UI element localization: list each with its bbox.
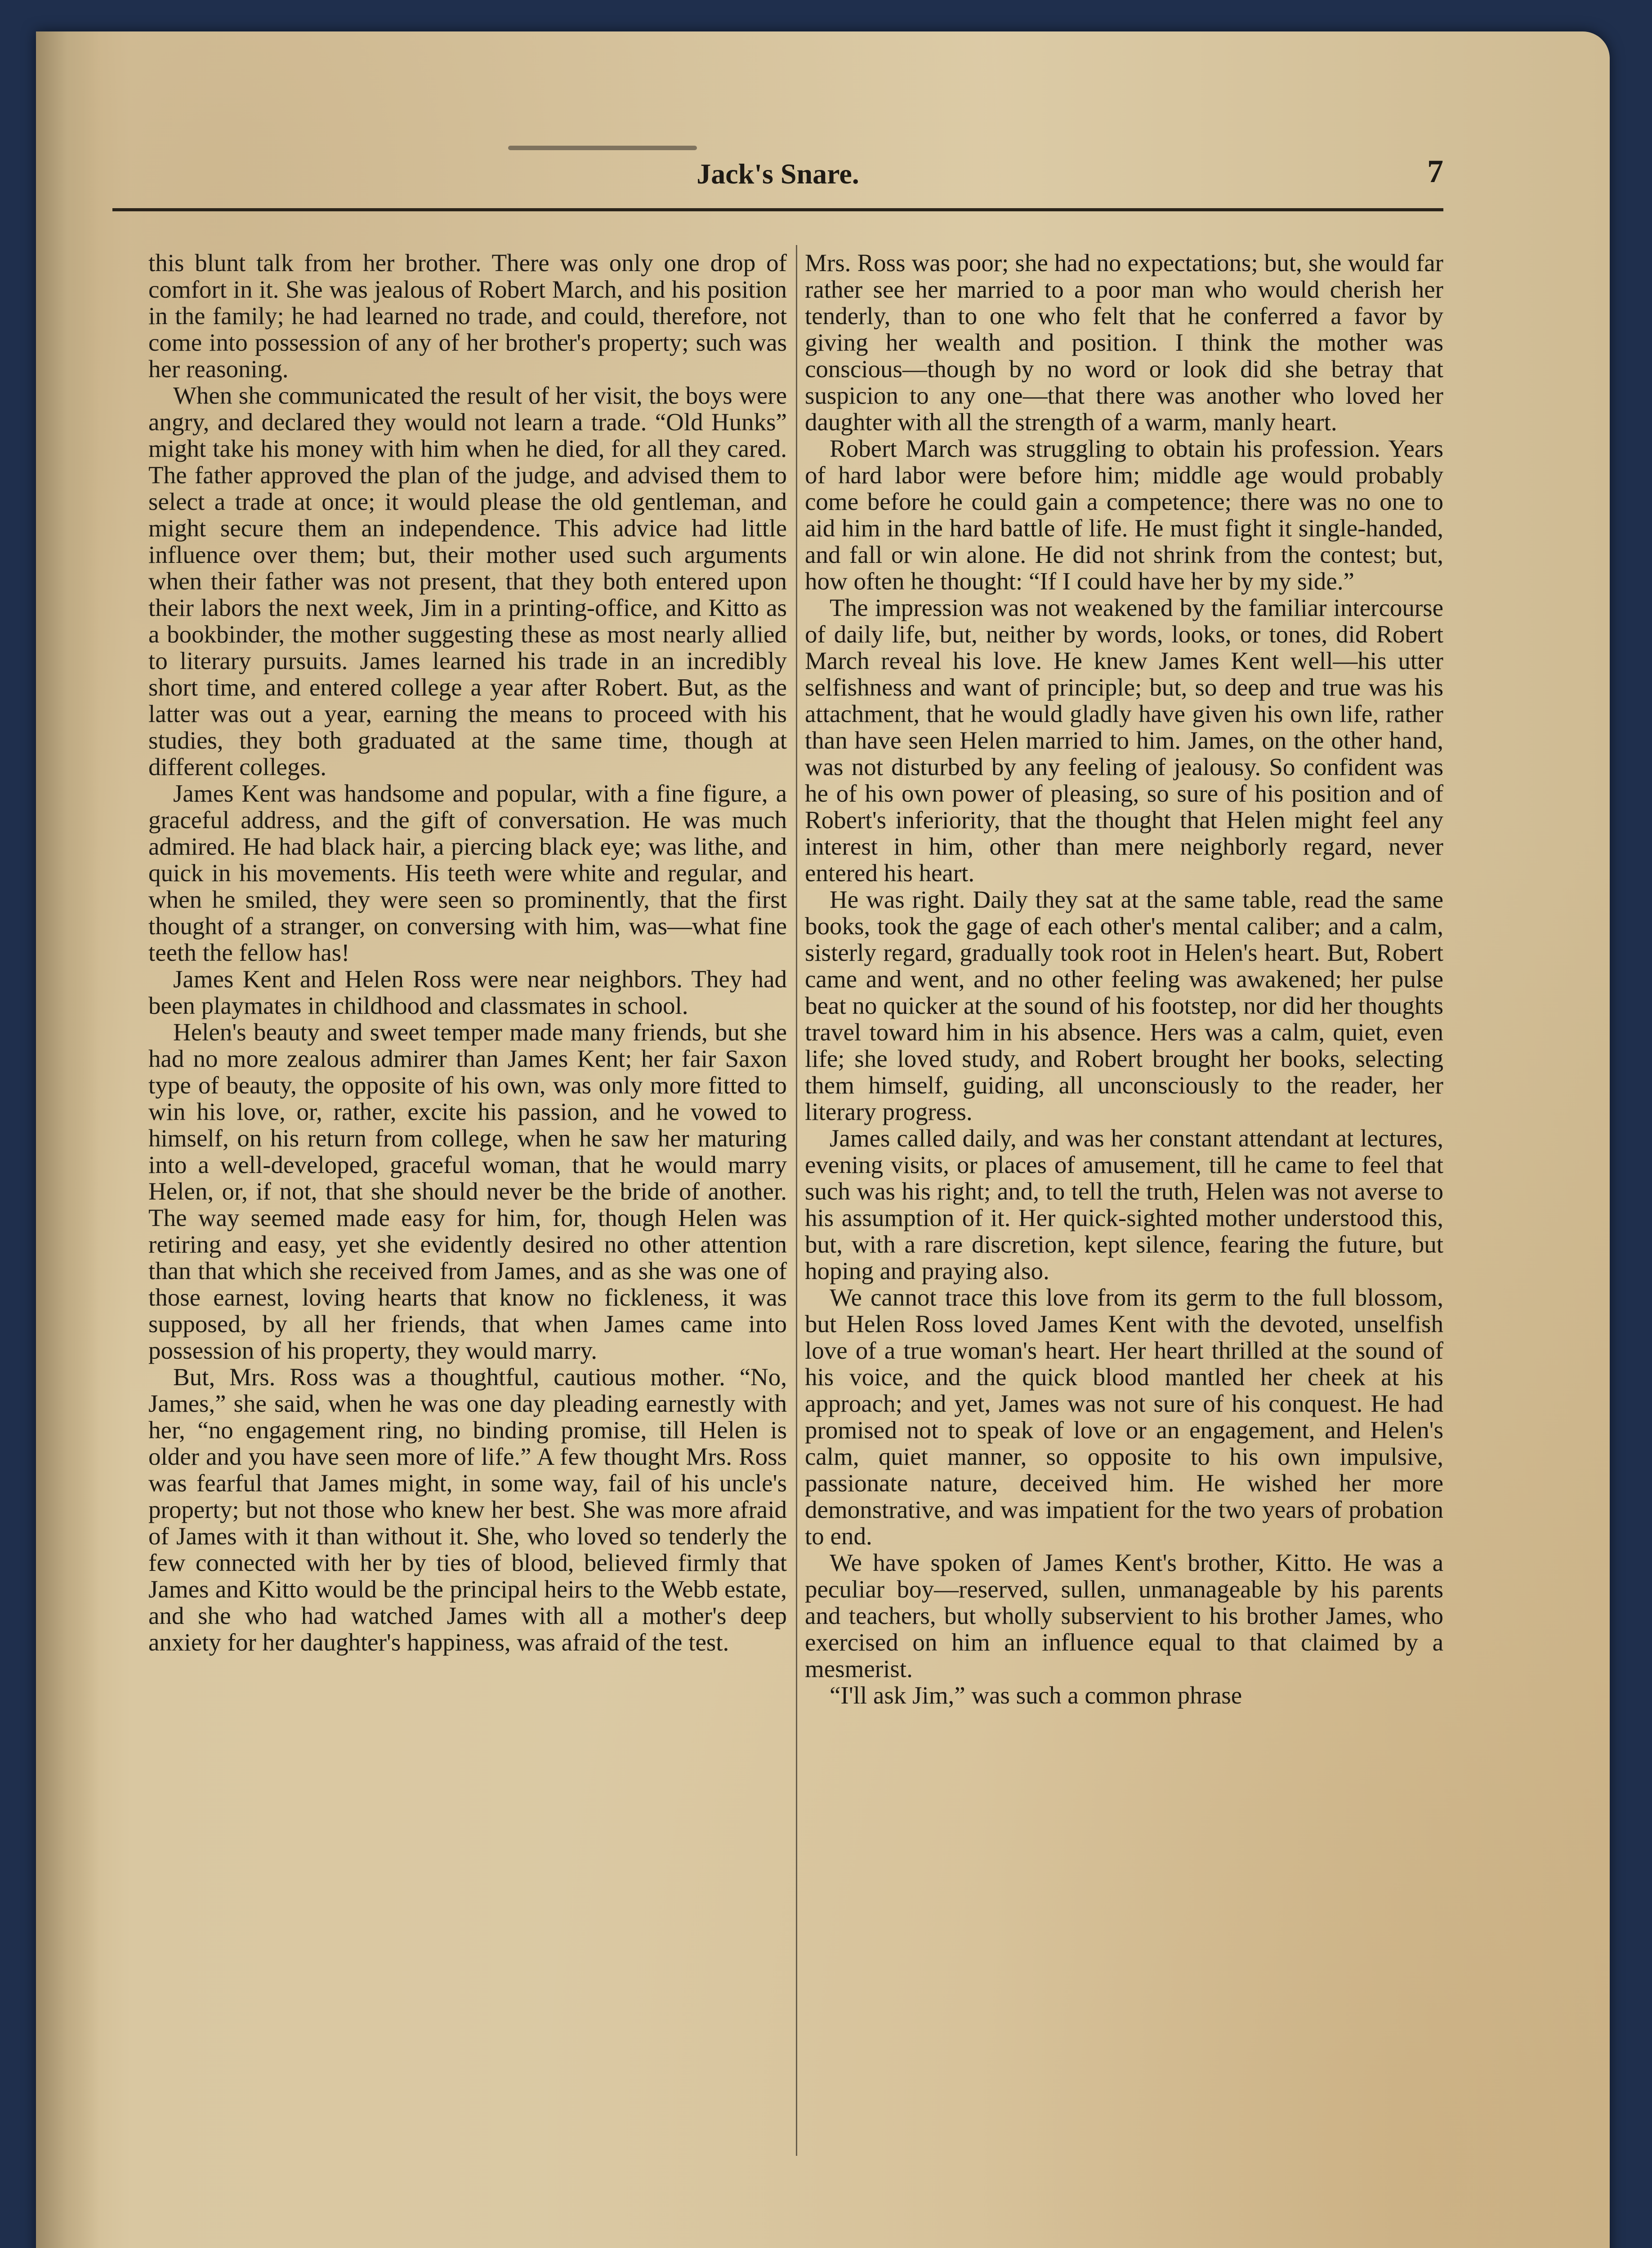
paragraph: Robert March was struggling to obtain his profession. Years of hard labor were before him; middle age would probably come before he could gain a competence; there was no one to aid him in the hard battle of life. He must fight it single-handed, and fall or win alone. He did not shrink from the contest; but, how often he thought: “If I could have her by my side.” [805, 435, 1443, 595]
paragraph: The impression was not weakened by the familiar intercourse of daily life, but, neither by words, looks, or tones, did Robert March reveal his love. He knew James Kent well—his utter selfishness and want of principle; but, so deep and true was his attachment, that he would gladly have given his own life, rather than have seen Helen married to him. James, on the other hand, was not disturbed by any feeling of jealousy. So confident was he of his own power of pleasing, so sure of his position and of Robert's inferiority, that the thought that Helen might feel any interest in him, other than mere neighborly regard, never entered his heart. [805, 594, 1443, 887]
paragraph: James Kent was handsome and popular, with a fine figure, a graceful address, and the gift of conversation. He was much admired. He had black hair, a piercing black eye; was lithe, and quick in his movements. His teeth were white and regular, and when he smiled, they were seen so prominently, that the first thought of a stranger, on conversing with him, was—what fine teeth the fellow has! [148, 780, 787, 966]
paragraph: James Kent and Helen Ross were near neighbors. They had been playmates in childhood and classmates in school. [148, 965, 787, 1019]
running-header [112, 139, 1443, 211]
header-rule [112, 208, 1443, 211]
paragraph: But, Mrs. Ross was a thoughtful, cautious mother. “No, James,” she said, when he was one day pleading earnestly with her, “no engagement ring, no binding promise, till Helen is older and you have seen more of life.” A few thought Mrs. Ross was fearful that James might, in some way, fail of his uncle's property; but not those who knew her best. She was more afraid of James with it than without it. She, who loved so tenderly the few connected with her by ties of blood, believed firmly that James and Kitto would be the principal heirs to the Webb estate, and she who had watched James with all a mother's deep anxiety for her daughter's happiness, was afraid of the test. [148, 1363, 787, 1656]
right-column [805, 250, 1443, 1708]
left-column [148, 250, 787, 1655]
column-divider [796, 245, 797, 2156]
running-title: Jack's Snare. [697, 158, 859, 190]
paragraph: James called daily, and was her constant attendant at lectures, evening visits, or places of amusement, till he came to feel that such was his right; and, to tell the truth, Helen was not averse to his assumption of it. Her quick-sighted mother understood this, but, with a rare discretion, kept silence, fearing the future, but hoping and praying also. [805, 1124, 1443, 1285]
paragraph: Helen's beauty and sweet temper made many friends, but she had no more zealous admirer than James Kent; her fair Saxon type of beauty, the opposite of his own, was only more fitted to win his love, or, rather, excite his passion, and he vowed to himself, on his return from college, when he saw her maturing into a well-developed, graceful woman, that he would marry Helen, or, if not, that she should never be the bride of another. The way seemed made easy for him, for, though Helen was retiring and easy, yet she evidently desired no other attention than that which she received from James, and as she was one of those earnest, loving hearts that know no fickleness, it was supposed, by all her friends, that when James came into possession of his property, they would marry. [148, 1018, 787, 1364]
paragraph: We have spoken of James Kent's brother, Kitto. He was a peculiar boy—reserved, sullen, unmanageable by his parents and teachers, but wholly subservient to his brother James, who exercised on him an influence equal to that claimed by a mesmerist. [805, 1549, 1443, 1682]
page-number: 7 [1427, 153, 1443, 189]
paragraph: this blunt talk from her brother. There was only one drop of comfort in it. She was jealous of Robert March, and his position in the family; he had learned no trade, and could, therefore, not come into possession of any of her brother's property; such was her reasoning. [148, 249, 787, 383]
paragraph: When she communicated the result of her visit, the boys were angry, and declared they would not learn a trade. “Old Hunks” might take his money with him when he died, for all they cared. The father approved the plan of the judge, and advised them to select a trade at once; it would please the old gentleman, and might secure them an independence. This advice had little influence over them; but, their mother used such arguments when their father was not present, that they both entered upon their labors the next week, Jim in a printing-office, and Kitto as a bookbinder, the mother suggesting these as most nearly allied to literary pursuits. James learned his trade in an incredibly short time, and entered college a year after Robert. But, as the latter was out a year, earning the means to proceed with his studies, they both graduated at the same time, though at different colleges. [148, 382, 787, 781]
page-spine-shadow [36, 31, 99, 2248]
paragraph: Mrs. Ross was poor; she had no expectations; but, she would far rather see her married to a poor man who would cherish her tenderly, than to one who felt that he conferred a favor by giving her wealth and position. I think the mother was conscious—though by no word or look did she betray that suspicion to any one—that there was another who loved her daughter with all the strength of a warm, manly heart. [805, 249, 1443, 436]
header-ink-smudge [508, 146, 697, 150]
paragraph: “I'll ask Jim,” was such a common phrase [830, 1682, 1242, 1709]
paragraph: We cannot trace this love from its germ to the full blossom, but Helen Ross loved James Kent with the devoted, unselfish love of a true woman's heart. Her heart thrilled at the sound of his voice, and the quick blood mantled her cheek at his approach; and yet, James was not sure of his conquest. He had promised not to speak of love or an engagement, and Helen's calm, quiet manner, so opposite to his own impulsive, passionate nature, deceived him. He wished her more demonstrative, and was impatient for the two years of probation to end. [805, 1284, 1443, 1550]
paragraph: He was right. Daily they sat at the same table, read the same books, took the gage of each other's mental caliber; and a calm, sisterly regard, gradually took root in Helen's heart. But, Robert came and went, and no other feeling was awakened; her pulse beat no quicker at the sound of his footstep, nor did her thoughts travel toward him in his absence. Hers was a calm, quiet, even life; she loved study, and Robert brought her books, selecting them himself, guiding, all unconsciously to the reader, her literary progress. [805, 886, 1443, 1125]
